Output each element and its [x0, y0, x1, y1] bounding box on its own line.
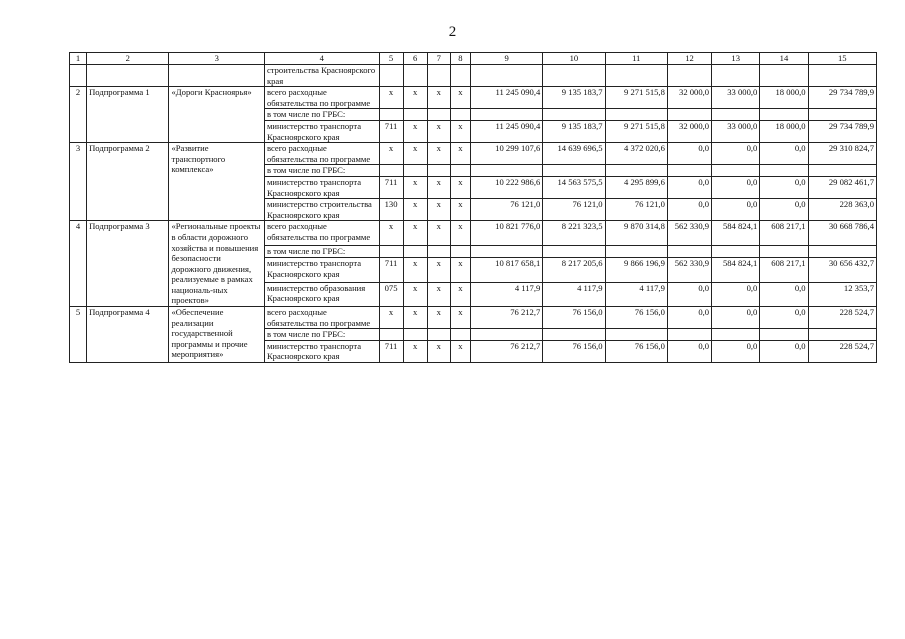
amount-cell: 608 217,1 [760, 221, 808, 245]
amount-cell: 76 212,7 [470, 340, 542, 362]
amount-cell: 76 121,0 [470, 199, 542, 221]
amount-cell [760, 109, 808, 121]
amount-cell: 29 310 824,7 [808, 143, 876, 165]
amount-cell: 76 212,7 [470, 307, 542, 329]
amount-cell [543, 165, 605, 177]
amount-cell [712, 165, 760, 177]
code-cell: х [403, 87, 427, 109]
expense-description: всего расходные обязательства по программе [264, 143, 379, 165]
amount-cell: 0,0 [667, 143, 711, 165]
amount-cell: 10 222 986,6 [470, 176, 542, 198]
amount-cell: 76 121,0 [605, 199, 667, 221]
subprogram-label: Подпрограмма 2 [87, 143, 169, 221]
amount-cell: 8 217 205,6 [543, 258, 605, 282]
amount-cell [605, 165, 667, 177]
code-cell: х [403, 258, 427, 282]
code-cell: х [450, 221, 470, 245]
grbs-code: х [379, 143, 403, 165]
code-cell: х [403, 307, 427, 329]
subprogram-title: «Дороги Красноярья» [169, 87, 264, 143]
amount-cell: 228 524,7 [808, 307, 876, 329]
row-number: 5 [70, 307, 87, 363]
column-number: 11 [605, 53, 667, 65]
amount-cell [808, 245, 876, 258]
amount-cell [605, 245, 667, 258]
amount-cell: 584 824,1 [712, 258, 760, 282]
amount-cell: 4 117,9 [543, 282, 605, 306]
amount-cell: 0,0 [760, 143, 808, 165]
expenditure-table [69, 52, 877, 363]
code-cell: х [427, 176, 450, 198]
subprogram-row [70, 221, 877, 245]
amount-cell [605, 329, 667, 341]
row-number: 3 [70, 143, 87, 221]
column-number: 6 [403, 53, 427, 65]
amount-cell: 0,0 [667, 199, 711, 221]
expense-description: всего расходные обязательства по программе [264, 307, 379, 329]
subprogram-row [70, 87, 877, 109]
amount-cell [667, 109, 711, 121]
amount-cell: 0,0 [712, 340, 760, 362]
amount-cell: 76 156,0 [605, 340, 667, 362]
amount-cell: 33 000,0 [712, 87, 760, 109]
amount-cell: 11 245 090,4 [470, 87, 542, 109]
amount-cell [543, 245, 605, 258]
amount-cell: 0,0 [712, 307, 760, 329]
amount-cell [808, 109, 876, 121]
amount-cell: 4 117,9 [605, 282, 667, 306]
code-cell: х [450, 87, 470, 109]
expense-description: министерство образования Красноярского края [264, 282, 379, 306]
code-cell [403, 109, 427, 121]
code-cell: х [403, 199, 427, 221]
column-number: 14 [760, 53, 808, 65]
amount-cell [760, 329, 808, 341]
column-number: 9 [470, 53, 542, 65]
code-cell [427, 329, 450, 341]
amount-cell: 9 135 183,7 [543, 87, 605, 109]
code-cell: х [427, 87, 450, 109]
code-cell: х [427, 340, 450, 362]
continuation-text: строительства Красноярского края [264, 65, 379, 87]
grbs-code: х [379, 221, 403, 245]
amount-cell: 29 082 461,7 [808, 176, 876, 198]
code-cell [450, 245, 470, 258]
amount-cell: 9 271 515,8 [605, 120, 667, 142]
amount-cell: 30 668 786,4 [808, 221, 876, 245]
amount-cell: 76 156,0 [605, 307, 667, 329]
amount-cell [712, 245, 760, 258]
expense-description: в том числе по ГРБС: [264, 245, 379, 258]
amount-cell: 228 524,7 [808, 340, 876, 362]
column-number: 3 [169, 53, 264, 65]
amount-cell: 18 000,0 [760, 120, 808, 142]
code-cell: х [427, 199, 450, 221]
amount-cell [808, 329, 876, 341]
grbs-code: 711 [379, 258, 403, 282]
subprogram-row [70, 307, 877, 329]
grbs-code [379, 329, 403, 341]
code-cell: х [450, 282, 470, 306]
code-cell: х [450, 340, 470, 362]
amount-cell: 12 353,7 [808, 282, 876, 306]
amount-cell: 0,0 [760, 176, 808, 198]
code-cell: х [403, 120, 427, 142]
code-cell [427, 165, 450, 177]
code-cell: х [403, 176, 427, 198]
row-number: 4 [70, 221, 87, 307]
code-cell [450, 109, 470, 121]
subprogram-row [70, 143, 877, 165]
amount-cell: 562 330,9 [667, 258, 711, 282]
column-number-row [70, 53, 877, 65]
page-number: 2 [448, 24, 457, 40]
amount-cell: 11 245 090,4 [470, 120, 542, 142]
amount-cell [712, 109, 760, 121]
grbs-code: 711 [379, 120, 403, 142]
amount-cell: 10 817 658,1 [470, 258, 542, 282]
expense-description: министерство транспорта Красноярского края [264, 176, 379, 198]
amount-cell: 76 156,0 [543, 307, 605, 329]
code-cell [427, 109, 450, 121]
amount-cell: 29 734 789,9 [808, 87, 876, 109]
code-cell [403, 245, 427, 258]
code-cell: х [450, 143, 470, 165]
code-cell: х [427, 120, 450, 142]
expense-description: министерство транспорта Красноярского края [264, 258, 379, 282]
code-cell: х [403, 282, 427, 306]
grbs-code [379, 165, 403, 177]
code-cell: х [403, 143, 427, 165]
amount-cell [470, 245, 542, 258]
code-cell: х [427, 258, 450, 282]
amount-cell [543, 109, 605, 121]
subprogram-title: «Региональные проекты в области дорожного хозяйства и повышения безопасности дорожного движения, реализуемые в рамках националь-ных проектов» [169, 221, 264, 307]
amount-cell: 0,0 [712, 199, 760, 221]
column-number: 5 [379, 53, 403, 65]
expense-description: министерство транспорта Красноярского края [264, 340, 379, 362]
amount-cell [760, 245, 808, 258]
grbs-code: 075 [379, 282, 403, 306]
amount-cell: 32 000,0 [667, 120, 711, 142]
grbs-code: 711 [379, 176, 403, 198]
amount-cell: 0,0 [760, 307, 808, 329]
amount-cell [543, 329, 605, 341]
amount-cell [808, 165, 876, 177]
grbs-code [379, 109, 403, 121]
expense-description: в том числе по ГРБС: [264, 109, 379, 121]
code-cell [427, 245, 450, 258]
code-cell [450, 329, 470, 341]
code-cell [403, 329, 427, 341]
code-cell: х [450, 258, 470, 282]
code-cell: х [450, 199, 470, 221]
amount-cell: 608 217,1 [760, 258, 808, 282]
amount-cell: 18 000,0 [760, 87, 808, 109]
amount-cell: 584 824,1 [712, 221, 760, 245]
amount-cell: 562 330,9 [667, 221, 711, 245]
amount-cell: 8 221 323,5 [543, 221, 605, 245]
expense-description: министерство строительства Красноярского края [264, 199, 379, 221]
code-cell: х [403, 340, 427, 362]
column-number: 2 [87, 53, 169, 65]
amount-cell: 0,0 [667, 282, 711, 306]
code-cell: х [450, 307, 470, 329]
amount-cell: 32 000,0 [667, 87, 711, 109]
grbs-code: х [379, 87, 403, 109]
expense-description: всего расходные обязательства по программе [264, 221, 379, 245]
amount-cell: 9 271 515,8 [605, 87, 667, 109]
amount-cell: 10 821 776,0 [470, 221, 542, 245]
code-cell: х [403, 221, 427, 245]
row-number: 2 [70, 87, 87, 143]
grbs-code [379, 245, 403, 258]
subprogram-title: «Обеспечение реализации государственной программы и прочие мероприятия» [169, 307, 264, 363]
amount-cell: 0,0 [760, 340, 808, 362]
code-cell: х [427, 282, 450, 306]
code-cell: х [450, 120, 470, 142]
amount-cell: 0,0 [712, 282, 760, 306]
grbs-code: х [379, 307, 403, 329]
amount-cell: 4 295 899,6 [605, 176, 667, 198]
subprogram-title: «Развитие транспортного комплекса» [169, 143, 264, 221]
amount-cell [667, 165, 711, 177]
subprogram-label: Подпрограмма 1 [87, 87, 169, 143]
amount-cell: 0,0 [667, 340, 711, 362]
amount-cell [470, 165, 542, 177]
amount-cell: 9 135 183,7 [543, 120, 605, 142]
amount-cell: 0,0 [712, 143, 760, 165]
code-cell: х [427, 143, 450, 165]
amount-cell: 33 000,0 [712, 120, 760, 142]
column-number: 7 [427, 53, 450, 65]
subprogram-label: Подпрограмма 3 [87, 221, 169, 307]
amount-cell: 14 563 575,5 [543, 176, 605, 198]
amount-cell: 14 639 696,5 [543, 143, 605, 165]
code-cell: х [427, 307, 450, 329]
code-cell [450, 165, 470, 177]
grbs-code: 130 [379, 199, 403, 221]
amount-cell [760, 165, 808, 177]
expense-description: в том числе по ГРБС: [264, 329, 379, 341]
code-cell: х [450, 176, 470, 198]
code-cell [403, 165, 427, 177]
amount-cell: 0,0 [667, 307, 711, 329]
amount-cell: 30 656 432,7 [808, 258, 876, 282]
amount-cell [712, 329, 760, 341]
amount-cell: 10 299 107,6 [470, 143, 542, 165]
amount-cell: 29 734 789,9 [808, 120, 876, 142]
amount-cell: 9 866 196,9 [605, 258, 667, 282]
code-cell: х [427, 221, 450, 245]
amount-cell: 4 372 020,6 [605, 143, 667, 165]
column-number: 12 [667, 53, 711, 65]
column-number: 10 [543, 53, 605, 65]
amount-cell: 4 117,9 [470, 282, 542, 306]
expense-description: в том числе по ГРБС: [264, 165, 379, 177]
column-number: 8 [450, 53, 470, 65]
grbs-code: 711 [379, 340, 403, 362]
amount-cell: 9 870 314,8 [605, 221, 667, 245]
amount-cell [667, 245, 711, 258]
amount-cell: 0,0 [712, 176, 760, 198]
column-number: 13 [712, 53, 760, 65]
column-number: 4 [264, 53, 379, 65]
continuation-row [70, 65, 877, 87]
amount-cell [667, 329, 711, 341]
column-number: 1 [70, 53, 87, 65]
amount-cell: 228 363,0 [808, 199, 876, 221]
amount-cell: 0,0 [760, 199, 808, 221]
amount-cell: 0,0 [760, 282, 808, 306]
amount-cell [605, 109, 667, 121]
amount-cell [470, 109, 542, 121]
amount-cell: 76 156,0 [543, 340, 605, 362]
column-number: 15 [808, 53, 876, 65]
expense-description: всего расходные обязательства по программе [264, 87, 379, 109]
amount-cell: 0,0 [667, 176, 711, 198]
amount-cell [470, 329, 542, 341]
subprogram-label: Подпрограмма 4 [87, 307, 169, 363]
amount-cell: 76 121,0 [543, 199, 605, 221]
expense-description: министерство транспорта Красноярского края [264, 120, 379, 142]
